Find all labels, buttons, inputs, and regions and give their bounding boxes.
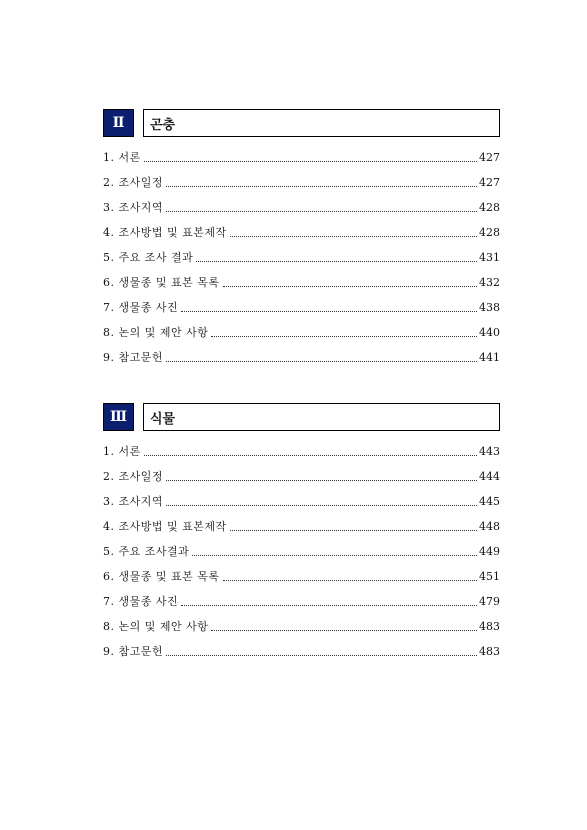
toc-entry-page: 445 [479, 495, 500, 508]
toc-entry[interactable] [103, 568, 500, 584]
toc-entry-page: 483 [479, 620, 500, 633]
toc-entry-page: 431 [479, 251, 500, 264]
dot-leader [181, 604, 477, 606]
toc-entry[interactable] [103, 468, 500, 484]
toc-entry-page: 427 [479, 151, 500, 164]
dot-leader [230, 529, 477, 531]
dot-leader [211, 629, 477, 631]
section-header [103, 403, 500, 431]
toc-entry-label: 6. 생물종 및 표본 목록 [103, 276, 220, 289]
toc-entry-page: 444 [479, 470, 500, 483]
toc-entry-page: 428 [479, 226, 500, 239]
toc-entry-label: 3. 조사지역 [103, 495, 163, 508]
toc-entry-label: 9. 참고문헌 [103, 645, 163, 658]
toc-entry-page: 440 [479, 326, 500, 339]
toc-entry[interactable] [103, 299, 500, 315]
toc-entry[interactable] [103, 493, 500, 509]
toc-entry[interactable] [103, 443, 500, 459]
dot-leader [166, 360, 477, 362]
toc-entry-label: 7. 생물종 사진 [103, 595, 179, 608]
toc-entry-label: 1. 서론 [103, 151, 141, 164]
dot-leader [196, 260, 477, 262]
dot-leader [181, 310, 477, 312]
toc-section-insects [103, 109, 500, 364]
toc-entry-label: 7. 생물종 사진 [103, 301, 179, 314]
section-title: 식물 [143, 403, 500, 431]
toc-entry[interactable] [103, 518, 500, 534]
toc-entry[interactable] [103, 349, 500, 365]
toc-entry[interactable] [103, 174, 500, 190]
section-number: Ⅱ [103, 109, 134, 137]
toc-entry[interactable] [103, 199, 500, 215]
dot-leader [166, 654, 477, 656]
toc-entry[interactable] [103, 249, 500, 265]
dot-leader [166, 185, 477, 187]
toc-entry-page: 449 [479, 545, 500, 558]
toc-section-plants [103, 403, 500, 658]
toc-entry-page: 451 [479, 570, 500, 583]
toc-entry-label: 4. 조사방법 및 표본제작 [103, 520, 227, 533]
toc-entry-label: 5. 주요 조사결과 [103, 545, 190, 558]
toc-entry-label: 9. 참고문헌 [103, 351, 163, 364]
dot-leader [144, 454, 477, 456]
toc-entry-label: 6. 생물종 및 표본 목록 [103, 570, 220, 583]
dot-leader [166, 479, 477, 481]
toc-entry[interactable] [103, 618, 500, 634]
dot-leader [211, 335, 477, 337]
toc-entry-label: 2. 조사일정 [103, 470, 163, 483]
toc-entry-page: 428 [479, 201, 500, 214]
toc-entry-label: 8. 논의 및 제안 사항 [103, 620, 209, 633]
toc-entry[interactable] [103, 543, 500, 559]
toc-entry[interactable] [103, 324, 500, 340]
dot-leader [230, 235, 477, 237]
toc-entry-label: 5. 주요 조사 결과 [103, 251, 194, 264]
toc-entry-page: 441 [479, 351, 500, 364]
dot-leader [144, 160, 477, 162]
toc-entry[interactable] [103, 274, 500, 290]
toc-entry-page: 438 [479, 301, 500, 314]
toc-entry[interactable] [103, 149, 500, 165]
dot-leader [166, 210, 477, 212]
dot-leader [166, 504, 477, 506]
toc-entry-label: 2. 조사일정 [103, 176, 163, 189]
toc-entry[interactable] [103, 593, 500, 609]
toc-entry-label: 8. 논의 및 제안 사항 [103, 326, 209, 339]
toc-entry-page: 432 [479, 276, 500, 289]
toc-entry-page: 443 [479, 445, 500, 458]
section-number: Ⅲ [103, 403, 134, 431]
section-header [103, 109, 500, 137]
toc-entry[interactable] [103, 643, 500, 659]
dot-leader [192, 554, 477, 556]
toc-entry-label: 1. 서론 [103, 445, 141, 458]
toc-entry[interactable] [103, 224, 500, 240]
toc-entry-label: 3. 조사지역 [103, 201, 163, 214]
dot-leader [223, 285, 478, 287]
section-title: 곤충 [143, 109, 500, 137]
toc-entry-page: 483 [479, 645, 500, 658]
toc-entry-page: 479 [479, 595, 500, 608]
toc-entry-page: 427 [479, 176, 500, 189]
dot-leader [223, 579, 478, 581]
toc-entry-label: 4. 조사방법 및 표본제작 [103, 226, 227, 239]
toc-entry-page: 448 [479, 520, 500, 533]
